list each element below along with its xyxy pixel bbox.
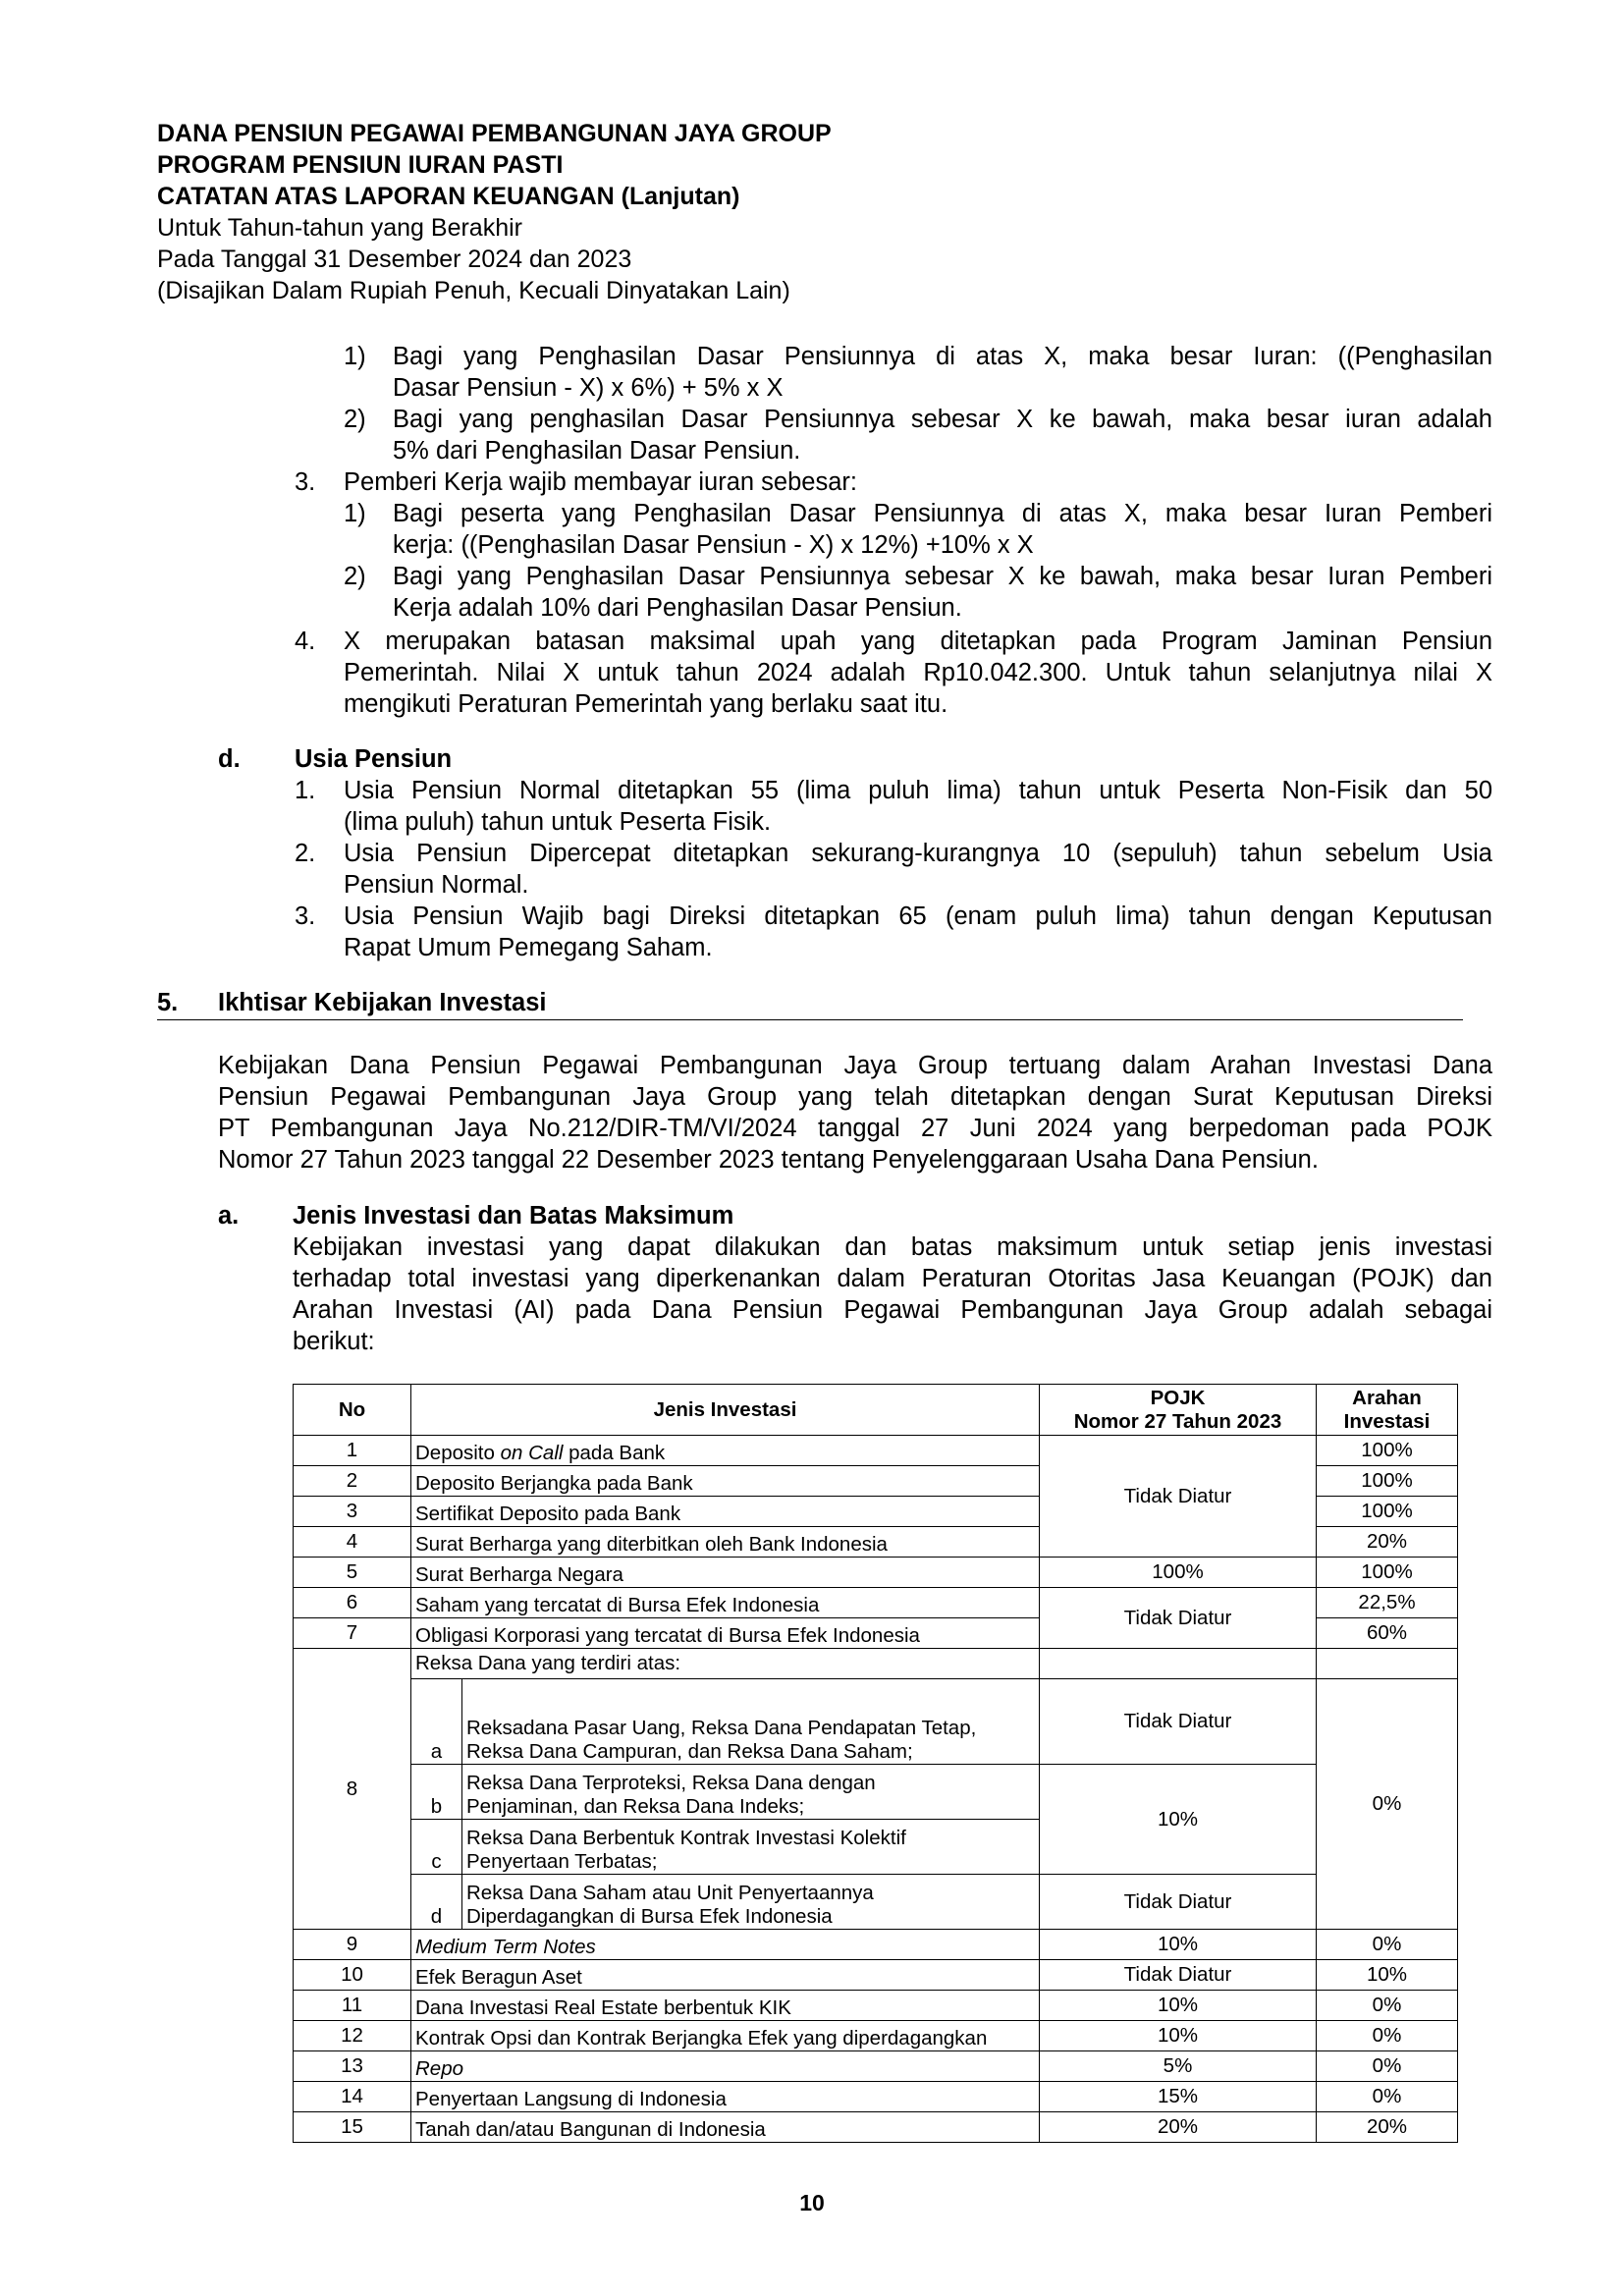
- list-item-text: (lima puluh) tahun untuk Peserta Fisik.: [344, 808, 772, 836]
- table-row: 4 Surat Berharga yang diterbitkan oleh Bank Indonesia 20%: [294, 1527, 1458, 1558]
- list-item-text: Pemerintah. Nilai X untuk tahun 2024 adalah Rp10.042.300. Untuk tahun selanjutnya nilai X: [344, 659, 1492, 686]
- col-header-pojk: POJK Nomor 27 Tahun 2023: [1040, 1385, 1317, 1436]
- list-number: 3.: [295, 902, 316, 930]
- list-item-text: X merupakan batasan maksimal upah yang ditetapkan pada Program Jaminan Pensiun: [344, 628, 1492, 655]
- section-heading: Ikhtisar Kebijakan Investasi: [218, 989, 547, 1016]
- table-header-row: [294, 1385, 1458, 1436]
- paragraph-line: Kebijakan Dana Pensiun Pegawai Pembangunan Jaya Group tertuang dalam Arahan Investasi Dana: [218, 1052, 1492, 1079]
- list-item-text: mengikuti Peraturan Pemerintah yang berlaku saat itu.: [344, 690, 948, 718]
- list-item-text: kerja: ((Penghasilan Dasar Pensiun - X) x 12%) +10% x X: [393, 531, 1034, 559]
- table-row: 8 Reksa Dana yang terdiri atas:: [294, 1649, 1458, 1679]
- header-period-line2: Pada Tanggal 31 Desember 2024 dan 2023: [157, 246, 632, 273]
- section-heading: Usia Pensiun: [295, 745, 453, 773]
- list-item-text: Pemberi Kerja wajib membayar iuran sebesar:: [344, 468, 857, 496]
- list-number: 2): [344, 406, 366, 433]
- table-subrow: d Reksa Dana Saham atau Unit Penyertaannya Diperdagangkan di Bursa Efek Indonesia Tidak Diatur: [294, 1875, 1458, 1930]
- paragraph-line: Kebijakan investasi yang dapat dilakukan dan batas maksimum untuk setiap jenis investasi: [293, 1233, 1492, 1261]
- list-number: 1): [344, 343, 366, 370]
- table-row: 11 Dana Investasi Real Estate berbentuk KIK 10% 0%: [294, 1991, 1458, 2021]
- list-item-text: Kerja adalah 10% dari Penghasilan Dasar Pensiun.: [393, 594, 962, 622]
- list-item-text: Usia Pensiun Normal ditetapkan 55 (lima puluh lima) tahun untuk Peserta Non-Fisik dan 50: [344, 777, 1492, 804]
- report-header: [157, 118, 832, 306]
- table-row: 15 Tanah dan/atau Bangunan di Indonesia 20% 20%: [294, 2112, 1458, 2143]
- col-header-jenis: Jenis Investasi: [411, 1385, 1040, 1436]
- section-heading: Jenis Investasi dan Batas Maksimum: [293, 1202, 734, 1230]
- table-row: 1 Deposito on Call pada Bank Tidak Diatur 100%: [294, 1436, 1458, 1466]
- list-item-text: Bagi yang Penghasilan Dasar Pensiunnya sebesar X ke bawah, maka besar Iuran Pemberi: [393, 563, 1492, 590]
- col-header-arahan: Arahan Investasi: [1317, 1385, 1458, 1436]
- table-row: 2 Deposito Berjangka pada Bank 100%: [294, 1466, 1458, 1497]
- table-row: 13 Repo 5% 0%: [294, 2051, 1458, 2082]
- investment-limits-table: [293, 1384, 1458, 2143]
- table-row: 10 Efek Beragun Aset Tidak Diatur 10%: [294, 1960, 1458, 1991]
- list-item-text: Dasar Pensiun - X) x 6%) + 5% x X: [393, 374, 784, 402]
- table-row: 9 Medium Term Notes 10% 0%: [294, 1930, 1458, 1960]
- paragraph-line: Pensiun Pegawai Pembangunan Jaya Group yang telah ditetapkan dengan Surat Keputusan Direksi: [218, 1083, 1492, 1111]
- table-row: 3 Sertifikat Deposito pada Bank 100%: [294, 1497, 1458, 1527]
- table-row: 6 Saham yang tercatat di Bursa Efek Indonesia Tidak Diatur 22,5%: [294, 1588, 1458, 1618]
- paragraph-line: terhadap total investasi yang diperkenankan dalam Peraturan Otoritas Jasa Keuangan (POJK) dan: [293, 1265, 1492, 1292]
- list-number: 4.: [295, 628, 316, 655]
- list-number: 1): [344, 500, 366, 527]
- list-item-text: Pensiun Normal.: [344, 871, 529, 899]
- header-notes-title: CATATAN ATAS LAPORAN KEUANGAN (Lanjutan): [157, 183, 740, 210]
- header-currency-note: (Disajikan Dalam Rupiah Penuh, Kecuali Dinyatakan Lain): [157, 277, 790, 304]
- paragraph-line: berikut:: [293, 1328, 375, 1355]
- pojk-cell: Tidak Diatur: [1040, 1436, 1317, 1558]
- list-item-text: Bagi yang Penghasilan Dasar Pensiunnya di atas X, maka besar Iuran: ((Penghasilan: [393, 343, 1492, 370]
- list-item-text: 5% dari Penghasilan Dasar Pensiun.: [393, 437, 801, 465]
- list-number: 2): [344, 563, 366, 590]
- list-number: 3.: [295, 468, 316, 496]
- list-item-text: Bagi yang penghasilan Dasar Pensiunnya sebesar X ke bawah, maka besar iuran adalah: [393, 406, 1492, 433]
- header-program: PROGRAM PENSIUN IURAN PASTI: [157, 151, 564, 179]
- list-item-text: Bagi peserta yang Penghasilan Dasar Pensiunnya di atas X, maka besar Iuran Pemberi: [393, 500, 1492, 527]
- table-subrow: a Reksadana Pasar Uang, Reksa Dana Pendapatan Tetap, Reksa Dana Campuran, dan Reksa Dana Saham; Tidak Diatur 0%: [294, 1679, 1458, 1765]
- header-title: DANA PENSIUN PEGAWAI PEMBANGUNAN JAYA GROUP: [157, 120, 832, 147]
- header-period-line1: Untuk Tahun-tahun yang Berakhir: [157, 214, 522, 242]
- table-subrow: c Reksa Dana Berbentuk Kontrak Investasi Kolektif Penyertaan Terbatas;: [294, 1820, 1458, 1875]
- pojk-cell: Tidak Diatur: [1040, 1588, 1317, 1649]
- page-number: 10: [799, 2190, 825, 2215]
- table-row: 14 Penyertaan Langsung di Indonesia 15% 0%: [294, 2082, 1458, 2112]
- section-letter: a.: [218, 1202, 240, 1230]
- list-item-text: Usia Pensiun Dipercepat ditetapkan sekurang-kurangnya 10 (sepuluh) tahun sebelum Usia: [344, 840, 1492, 867]
- section-divider: [157, 1019, 1463, 1020]
- list-number: 1.: [295, 777, 316, 804]
- paragraph-line: Nomor 27 Tahun 2023 tanggal 22 Desember 2023 tentang Penyelenggaraan Usaha Dana Pensiun.: [218, 1146, 1319, 1174]
- table-subrow: b Reksa Dana Terproteksi, Reksa Dana dengan Penjaminan, dan Reksa Dana Indeks; 10%: [294, 1765, 1458, 1820]
- table-row: 12 Kontrak Opsi dan Kontrak Berjangka Efek yang diperdagangkan 10% 0%: [294, 2021, 1458, 2051]
- paragraph-line: Arahan Investasi (AI) pada Dana Pensiun Pegawai Pembangunan Jaya Group adalah sebagai: [293, 1296, 1492, 1324]
- table-row: 5 Surat Berharga Negara 100% 100%: [294, 1558, 1458, 1588]
- col-header-no: No: [294, 1385, 411, 1436]
- list-item-text: Usia Pensiun Wajib bagi Direksi ditetapkan 65 (enam puluh lima) tahun dengan Keputusan: [344, 902, 1492, 930]
- section-number: 5.: [157, 989, 179, 1016]
- paragraph-line: PT Pembangunan Jaya No.212/DIR-TM/VI/2024 tanggal 27 Juni 2024 yang berpedoman pada POJK: [218, 1115, 1492, 1142]
- table-row: 7 Obligasi Korporasi yang tercatat di Bursa Efek Indonesia 60%: [294, 1618, 1458, 1649]
- section-letter: d.: [218, 745, 241, 773]
- list-number: 2.: [295, 840, 316, 867]
- list-item-text: Rapat Umum Pemegang Saham.: [344, 934, 713, 961]
